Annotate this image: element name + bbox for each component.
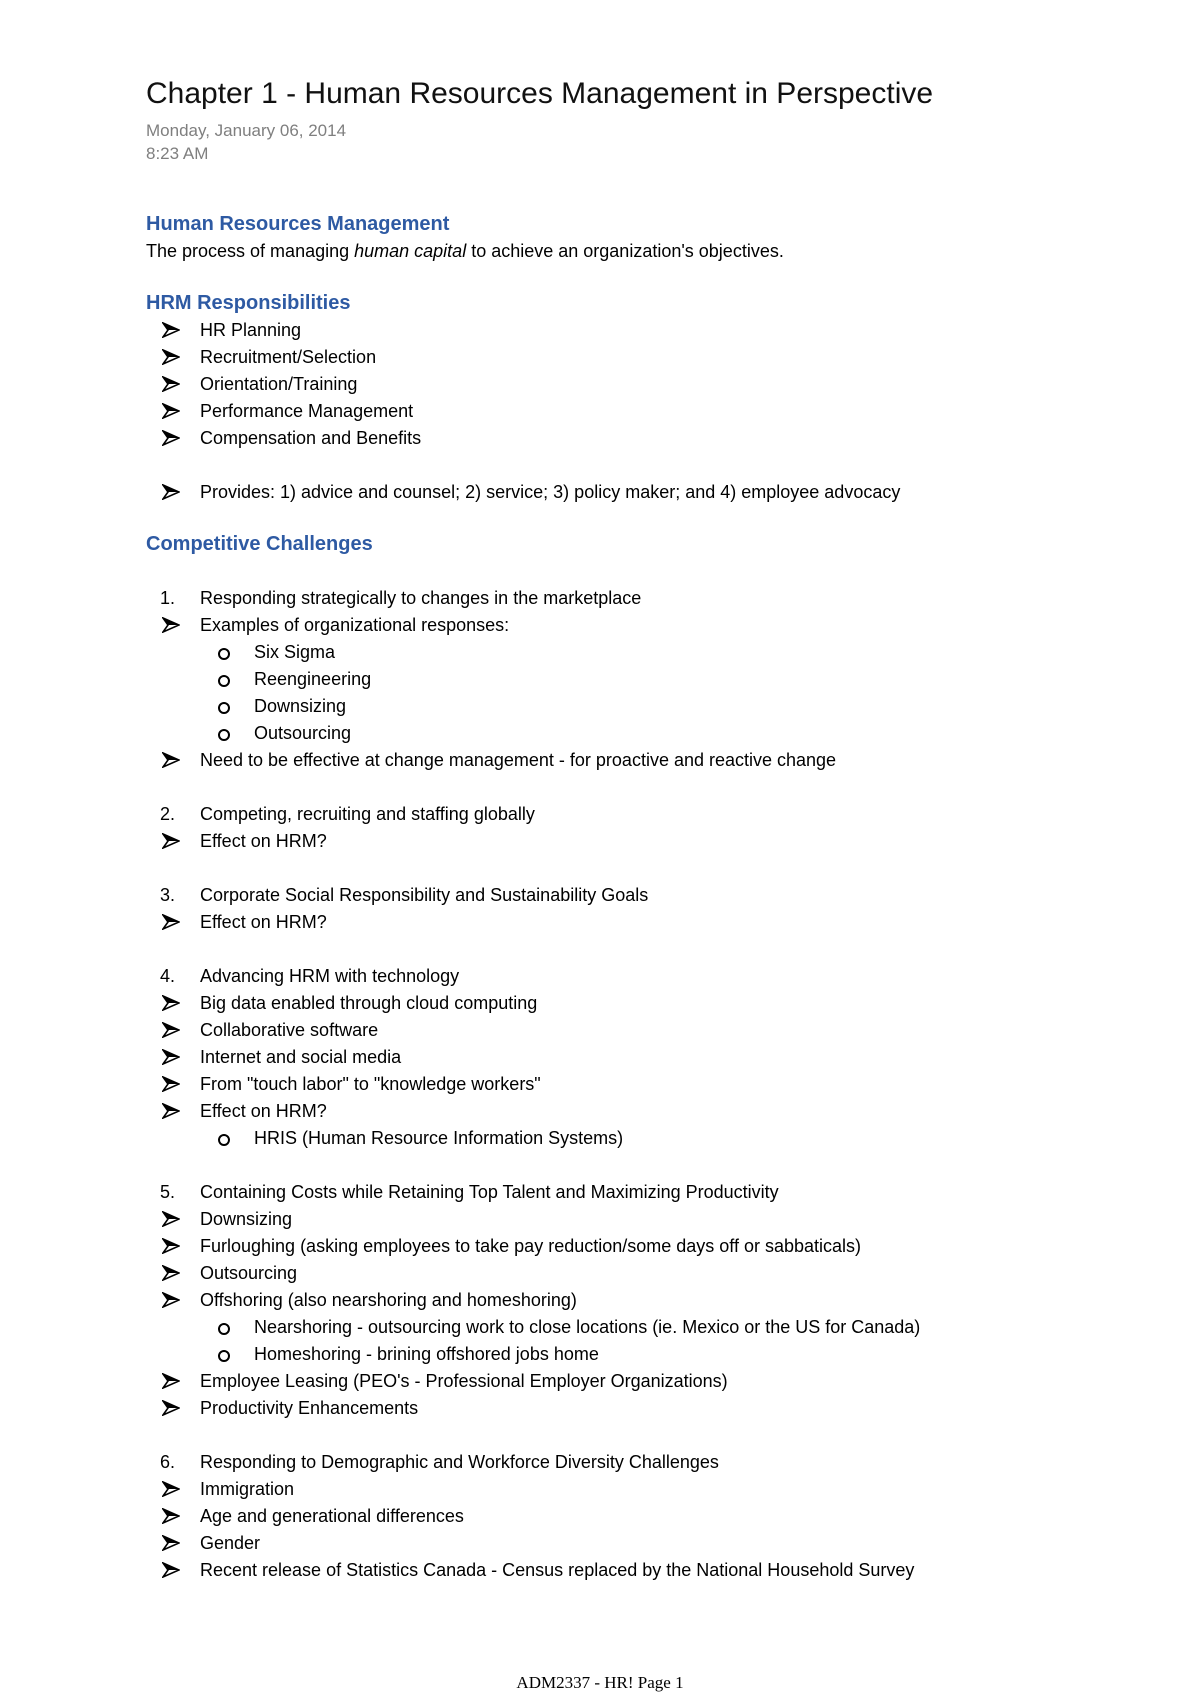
list-item-text: Immigration [200, 1479, 295, 1499]
sub-item-text: Six Sigma [254, 642, 336, 662]
list-item [146, 1233, 1146, 1260]
note-time: 8:23 AM [146, 144, 209, 163]
list-item [146, 371, 1146, 398]
item-number: 4. [160, 966, 176, 986]
list-item [146, 1287, 1146, 1314]
challenge-2 [146, 801, 1146, 855]
list-item [146, 990, 1146, 1017]
list-item-text: Furloughing (asking employees to take pay reduction/some days off or sabbaticals) [200, 1236, 862, 1256]
list-item-text: Big data enabled through cloud computing [200, 993, 538, 1013]
list-item [146, 317, 1146, 344]
list-item-text: Collaborative software [200, 1020, 379, 1040]
list-item-text: Outsourcing [200, 1263, 298, 1283]
challenge-title: Corporate Social Responsibility and Sustainability Goals [200, 885, 649, 905]
sub-item-text: HRIS (Human Resource Information Systems) [254, 1128, 624, 1148]
list-item [146, 1530, 1146, 1557]
item-number: 2. [160, 804, 176, 824]
list-item-text: Compensation and Benefits [200, 428, 422, 448]
numbered-item [146, 882, 1146, 909]
list-item [146, 425, 1146, 452]
numbered-item [146, 1179, 1146, 1206]
list-item-text: Effect on HRM? [200, 831, 327, 851]
list-item-text: Effect on HRM? [200, 1101, 327, 1121]
list-item [146, 1503, 1146, 1530]
heading-responsibilities: HRM Responsibilities [146, 292, 351, 314]
challenge-title: Containing Costs while Retaining Top Talent and Maximizing Productivity [200, 1182, 779, 1202]
definition-emphasis: human capital [354, 241, 467, 261]
sub-list-item [146, 1341, 1146, 1368]
list-item-text: Offshoring (also nearshoring and homeshoring) [200, 1290, 577, 1310]
list-item-text: Productivity Enhancements [200, 1398, 419, 1418]
list-item [146, 612, 1146, 639]
page-footer: ADM2337 - HR! Page 1 [516, 1673, 684, 1692]
list-item-text: Internet and social media [200, 1047, 402, 1067]
list-item-text: Need to be effective at change management - for proactive and reactive change [200, 750, 837, 770]
hrm-definition [146, 238, 1146, 265]
list-item-text: Recent release of Statistics Canada - Census replaced by the National Household Survey [200, 1560, 915, 1580]
sub-list-item [146, 1314, 1146, 1341]
list-item-text: HR Planning [200, 320, 302, 340]
list-item [146, 1017, 1146, 1044]
list-item-text: Effect on HRM? [200, 912, 327, 932]
heading-challenges: Competitive Challenges [146, 533, 373, 555]
list-item-text: Age and generational differences [200, 1506, 464, 1526]
numbered-item [146, 801, 1146, 828]
challenge-4 [146, 963, 1146, 1152]
list-item-text: Provides: 1) advice and counsel; 2) service; 3) policy maker; and 4) employee advocacy [200, 482, 901, 502]
list-item [146, 1044, 1146, 1071]
list-item [146, 398, 1146, 425]
challenge-title: Responding strategically to changes in the marketplace [200, 588, 642, 608]
sub-item-text: Nearshoring - outsourcing work to close locations (ie. Mexico or the US for Canada) [254, 1317, 921, 1337]
responsibilities-list [146, 317, 1146, 506]
sub-list-item [146, 720, 1146, 747]
list-item [146, 1557, 1146, 1584]
sub-list-item [146, 693, 1146, 720]
definition-text-start: The process of managing [146, 241, 355, 261]
item-number: 5. [160, 1182, 176, 1202]
challenge-title: Responding to Demographic and Workforce Diversity Challenges [200, 1452, 719, 1472]
list-item [146, 828, 1146, 855]
document-content [146, 74, 1146, 1584]
list-item [146, 1476, 1146, 1503]
list-item [146, 479, 1146, 506]
sub-list-item [146, 639, 1146, 666]
challenge-title: Advancing HRM with technology [200, 966, 460, 986]
challenge-5 [146, 1179, 1146, 1422]
numbered-item [146, 585, 1146, 612]
list-item-text: From "touch labor" to "knowledge workers" [200, 1074, 541, 1094]
numbered-item [146, 1449, 1146, 1476]
item-number: 6. [160, 1452, 176, 1472]
list-item [146, 1206, 1146, 1233]
list-item [146, 1071, 1146, 1098]
challenge-6 [146, 1449, 1146, 1584]
list-item [146, 747, 1146, 774]
challenge-1 [146, 585, 1146, 774]
list-item-text: Orientation/Training [200, 374, 358, 394]
sub-item-text: Downsizing [254, 696, 347, 716]
sub-item-text: Outsourcing [254, 723, 352, 743]
list-item-text: Employee Leasing (PEO's - Professional Employer Organizations) [200, 1371, 728, 1391]
list-item [146, 1368, 1146, 1395]
list-item-text: Recruitment/Selection [200, 347, 377, 367]
sub-item-text: Reengineering [254, 669, 372, 689]
item-number: 3. [160, 885, 176, 905]
definition-text-end: to achieve an organization's objectives. [466, 241, 784, 261]
challenge-title: Competing, recruiting and staffing globally [200, 804, 535, 824]
list-item-text: Gender [200, 1533, 261, 1553]
heading-hrm: Human Resources Management [146, 213, 450, 235]
list-item [146, 1260, 1146, 1287]
sub-list-item [146, 666, 1146, 693]
list-item [146, 909, 1146, 936]
sub-item-text: Homeshoring - brining offshored jobs home [254, 1344, 599, 1364]
item-number: 1. [160, 588, 176, 608]
numbered-item [146, 963, 1146, 990]
sub-list-item [146, 1125, 1146, 1152]
page-title: Chapter 1 - Human Resources Management in Perspective [146, 77, 934, 110]
list-item [146, 1395, 1146, 1422]
list-item [146, 344, 1146, 371]
list-item-text: Downsizing [200, 1209, 293, 1229]
list-item-text: Examples of organizational responses: [200, 615, 510, 635]
list-item-text: Performance Management [200, 401, 414, 421]
list-item [146, 1098, 1146, 1125]
note-date: Monday, January 06, 2014 [146, 121, 347, 140]
challenge-3 [146, 882, 1146, 936]
